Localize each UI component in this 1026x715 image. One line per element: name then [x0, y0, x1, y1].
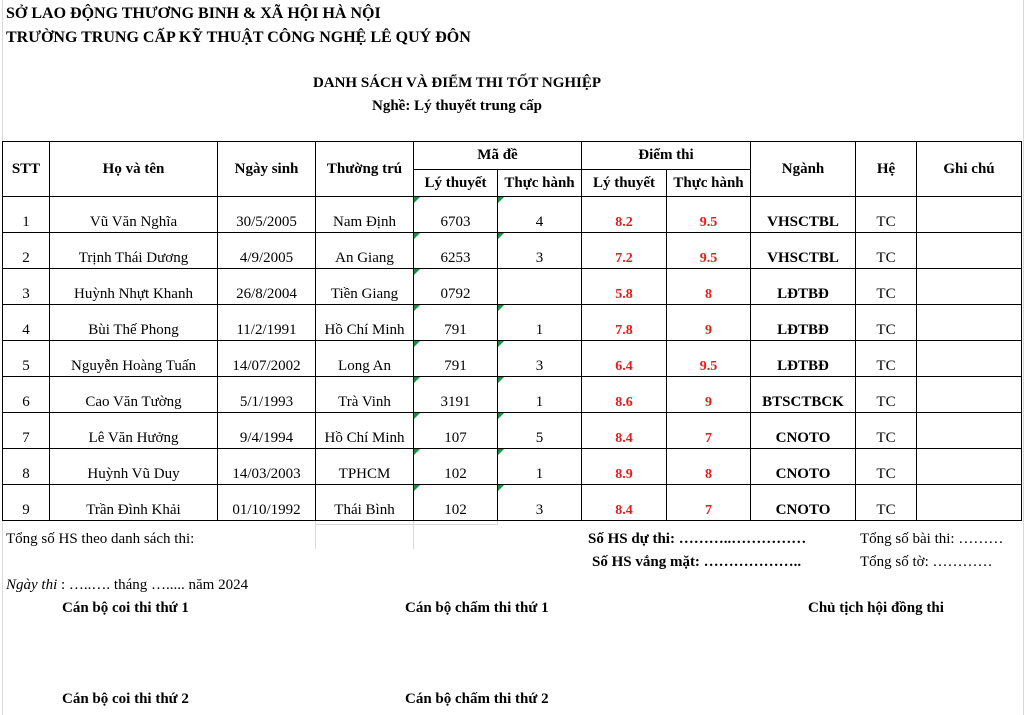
cell-score-theory: 8.9	[582, 449, 667, 485]
header-stt: STT	[3, 142, 50, 197]
page-subtitle: Nghề: Lý thuyết trung cấp	[371, 98, 542, 114]
cell-code-practice: 4	[498, 197, 582, 233]
cell-stt: 2	[3, 233, 50, 269]
cell-residence: Tiền Giang	[316, 269, 414, 305]
header-note: Ghi chú	[917, 142, 1022, 197]
cell-dob: 11/2/1991	[218, 305, 316, 341]
cell-level: TC	[856, 341, 917, 377]
table-row	[3, 341, 1022, 377]
page-title: DANH SÁCH VÀ ĐIỂM THI TỐT NGHIỆP	[312, 75, 602, 91]
cell-code-theory: 6253	[414, 233, 498, 269]
cell-note	[917, 413, 1022, 449]
cell-dob: 30/5/2005	[218, 197, 316, 233]
cell-code-practice: 3	[498, 233, 582, 269]
cell-major: CNOTO	[751, 449, 856, 485]
cell-level: TC	[856, 413, 917, 449]
cell-major: LĐTBĐ	[751, 341, 856, 377]
cell-name: Huỳnh Nhựt Khanh	[50, 269, 218, 305]
cell-residence: Long An	[316, 341, 414, 377]
cell-residence: Nam Định	[316, 197, 414, 233]
cell-note	[917, 305, 1022, 341]
cell-dob: 14/07/2002	[218, 341, 316, 377]
cell-major: VHSCTBL	[751, 197, 856, 233]
table-row	[3, 197, 1022, 233]
cell-code-practice: 1	[498, 305, 582, 341]
cell-score-theory: 7.2	[582, 233, 667, 269]
header-major: Ngành	[751, 142, 856, 197]
cell-note	[917, 377, 1022, 413]
cell-code-practice	[498, 269, 582, 305]
cell-note	[917, 269, 1022, 305]
cell-major: VHSCTBL	[751, 233, 856, 269]
cell-name: Trịnh Thái Dương	[50, 233, 218, 269]
cell-major: LĐTBĐ	[751, 269, 856, 305]
cell-score-practice: 7	[667, 413, 751, 449]
cell-score-theory: 7.8	[582, 305, 667, 341]
header-residence: Thường trú	[316, 142, 414, 197]
cell-residence: An Giang	[316, 233, 414, 269]
grader-2-signature-label: Cán bộ chấm thi thứ 2	[405, 691, 549, 707]
cell-dob: 4/9/2005	[218, 233, 316, 269]
header-level: Hệ	[856, 142, 917, 197]
cell-major: BTSCTBCK	[751, 377, 856, 413]
cell-code-theory: 791	[414, 341, 498, 377]
proctor-2-signature-label: Cán bộ coi thi thứ 2	[62, 691, 189, 707]
cell-score-practice: 9.5	[667, 197, 751, 233]
cell-score-theory: 8.6	[582, 377, 667, 413]
cell-code-practice: 1	[498, 377, 582, 413]
chairman-signature-label: Chủ tịch hội đồng thi	[808, 600, 944, 616]
gridline	[1023, 0, 1024, 715]
cell-stt: 5	[3, 341, 50, 377]
table-row	[3, 413, 1022, 449]
cell-level: TC	[856, 269, 917, 305]
cell-stt: 1	[3, 197, 50, 233]
cell-level: TC	[856, 305, 917, 341]
header-name: Họ và tên	[50, 142, 218, 197]
cell-note	[917, 233, 1022, 269]
proctor-1-signature-label: Cán bộ coi thi thứ 1	[62, 600, 189, 616]
cell-level: TC	[856, 233, 917, 269]
cell-code-practice: 3	[498, 485, 582, 521]
cell-residence: Hồ Chí Minh	[316, 413, 414, 449]
header-code-theory: Lý thuyết	[414, 170, 498, 197]
cell-score-theory: 8.2	[582, 197, 667, 233]
cell-major: CNOTO	[751, 413, 856, 449]
cell-dob: 01/10/1992	[218, 485, 316, 521]
cell-note	[917, 197, 1022, 233]
cell-residence: TPHCM	[316, 449, 414, 485]
header-score-practice: Thực hành	[667, 170, 751, 197]
cell-code-theory: 791	[414, 305, 498, 341]
cell-residence: Hồ Chí Minh	[316, 305, 414, 341]
cell-name: Trần Đình Khải	[50, 485, 218, 521]
school-name: TRƯỜNG TRUNG CẤP KỸ THUẬT CÔNG NGHỆ LÊ QUÝ ĐÔN	[6, 29, 471, 46]
org-name: SỞ LAO ĐỘNG THƯƠNG BINH & XÃ HỘI HÀ NỘI	[6, 5, 381, 22]
cell-stt: 7	[3, 413, 50, 449]
header-score: Điểm thi	[582, 142, 751, 170]
cell-stt: 6	[3, 377, 50, 413]
cell-level: TC	[856, 377, 917, 413]
cell-score-practice: 9.5	[667, 341, 751, 377]
cell-name: Bùi Thế Phong	[50, 305, 218, 341]
cell-name: Cao Văn Tường	[50, 377, 218, 413]
cell-score-theory: 5.8	[582, 269, 667, 305]
cell-name: Lê Văn Hưởng	[50, 413, 218, 449]
exam-date-value: : …..…. tháng …..... năm 2024	[57, 577, 249, 593]
cell-stt: 4	[3, 305, 50, 341]
cell-score-theory: 8.4	[582, 413, 667, 449]
table-row	[3, 269, 1022, 305]
cell-code-practice: 3	[498, 341, 582, 377]
cell-level: TC	[856, 485, 917, 521]
cell-code-practice: 5	[498, 413, 582, 449]
cell-stt: 3	[3, 269, 50, 305]
total-sheets-label: Tổng số tờ: …………	[860, 554, 993, 570]
header-code-practice: Thực hành	[498, 170, 582, 197]
header-score-theory: Lý thuyết	[582, 170, 667, 197]
cell-major: CNOTO	[751, 485, 856, 521]
table-row	[3, 305, 1022, 341]
cell-score-practice: 9	[667, 305, 751, 341]
exam-date	[6, 577, 248, 594]
cell-stt: 8	[3, 449, 50, 485]
cell-code-theory: 3191	[414, 377, 498, 413]
total-papers-label: Tổng số bài thi: ………	[860, 531, 1004, 547]
cell-score-practice: 7	[667, 485, 751, 521]
total-students-label: Tổng số HS theo danh sách thi:	[6, 531, 195, 547]
cell-dob: 26/8/2004	[218, 269, 316, 305]
cell-code-practice: 1	[498, 449, 582, 485]
cell-dob: 5/1/1993	[218, 377, 316, 413]
cell-residence: Thái Bình	[316, 485, 414, 521]
grader-1-signature-label: Cán bộ chấm thi thứ 1	[405, 600, 549, 616]
gridline	[315, 524, 498, 525]
cell-level: TC	[856, 449, 917, 485]
exam-results-table	[2, 141, 1022, 521]
table-row	[3, 485, 1022, 521]
cell-name: Vũ Văn Nghĩa	[50, 197, 218, 233]
cell-major: LĐTBĐ	[751, 305, 856, 341]
cell-score-practice: 9	[667, 377, 751, 413]
cell-dob: 14/03/2003	[218, 449, 316, 485]
cell-score-practice: 8	[667, 269, 751, 305]
cell-score-practice: 9.5	[667, 233, 751, 269]
table-row	[3, 233, 1022, 269]
cell-code-theory: 0792	[414, 269, 498, 305]
header-exam-code: Mã đề	[414, 142, 582, 170]
cell-score-practice: 8	[667, 449, 751, 485]
cell-name: Nguyễn Hoàng Tuấn	[50, 341, 218, 377]
cell-level: TC	[856, 197, 917, 233]
cell-name: Huỳnh Vũ Duy	[50, 449, 218, 485]
table-row	[3, 377, 1022, 413]
header-dob: Ngày sinh	[218, 142, 316, 197]
exam-date-label: Ngày thi	[6, 577, 58, 593]
cell-stt: 9	[3, 485, 50, 521]
table-row	[3, 449, 1022, 485]
cell-residence: Trà Vinh	[316, 377, 414, 413]
cell-note	[917, 341, 1022, 377]
cell-code-theory: 102	[414, 449, 498, 485]
cell-code-theory: 6703	[414, 197, 498, 233]
cell-score-theory: 8.4	[582, 485, 667, 521]
cell-note	[917, 485, 1022, 521]
cell-code-theory: 102	[414, 485, 498, 521]
cell-score-theory: 6.4	[582, 341, 667, 377]
cell-dob: 9/4/1994	[218, 413, 316, 449]
present-count-label: Số HS dự thi: ………..……………	[588, 531, 807, 547]
cell-note	[917, 449, 1022, 485]
cell-code-theory: 107	[414, 413, 498, 449]
absent-count-label: Số HS vắng mặt: ………………..	[592, 554, 802, 570]
